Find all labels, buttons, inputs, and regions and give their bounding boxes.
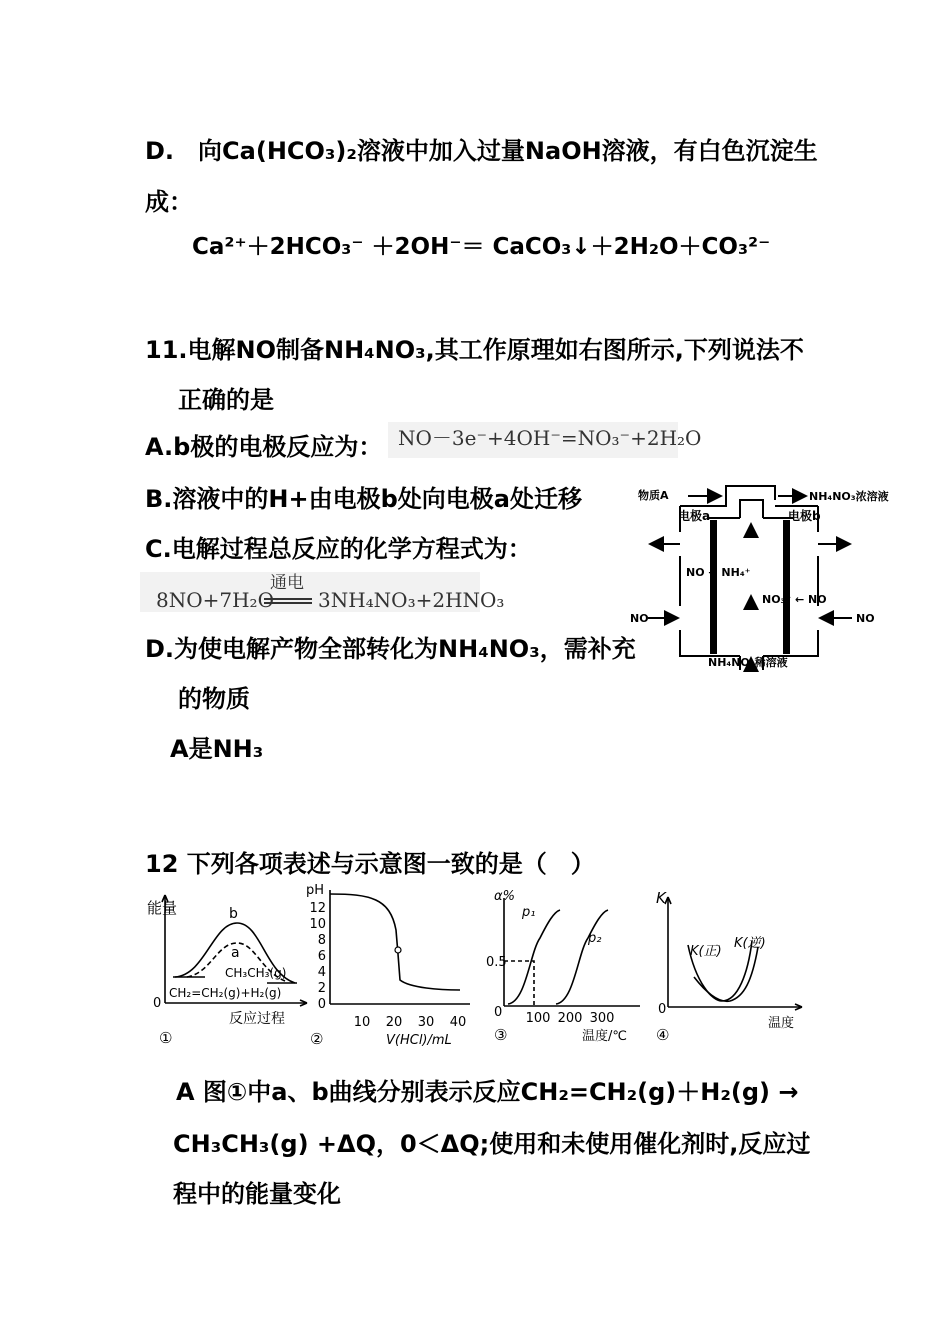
fig1-xlabel: 反应过程 bbox=[229, 1011, 285, 1027]
fig2-ytick: 8 bbox=[317, 933, 326, 948]
fig1-reactant: CH₂=CH₂(g)+H₂(g) bbox=[169, 986, 282, 1000]
fig1-ylabel: 能量 bbox=[147, 899, 178, 917]
q11-c-condition: 通电 bbox=[270, 573, 304, 593]
fig3-number: ③ bbox=[494, 1026, 508, 1044]
electrode-a bbox=[710, 520, 717, 654]
q12-option-a-line1: A 图①中a、b曲线分别表示反应CH₂=CH₂(g)＋H₂(g) → bbox=[176, 1078, 799, 1106]
fig2-ylabel: pH bbox=[306, 883, 325, 898]
electrolysis-diagram bbox=[628, 478, 888, 678]
label-electrode-a: 电极a bbox=[678, 509, 711, 523]
fig2-ytick: 0 bbox=[317, 997, 326, 1012]
fig3-origin: 0 bbox=[494, 1005, 503, 1020]
fig3-xtick: 100 bbox=[525, 1011, 551, 1026]
q11-option-d-line1: D.为使电解产物全部转化为NH₄NO₃，需补充 bbox=[145, 635, 636, 663]
fig2-ytick: 4 bbox=[317, 965, 326, 980]
fig2-ytick: 12 bbox=[309, 901, 326, 916]
figure-3-conversion bbox=[486, 882, 650, 1050]
fig4-xlabel: 温度 bbox=[768, 1016, 795, 1031]
fig1-curve-a-label: a bbox=[231, 945, 240, 961]
fig2-xtick: 10 bbox=[353, 1015, 371, 1030]
q12-option-a-line2: CH₃CH₃(g) +ΔQ，0＜ΔQ;使用和未使用催化剂时,反应过 bbox=[173, 1130, 811, 1158]
fig4-k-reverse-label: K(逆) bbox=[734, 936, 766, 951]
label-no-left: NO bbox=[630, 612, 649, 625]
fig2-ytick: 6 bbox=[317, 949, 326, 964]
q10-equation: Ca²⁺＋2HCO₃⁻ ＋2OH⁻＝ CaCO₃↓＋2H₂O＋CO₃²⁻ bbox=[192, 234, 771, 260]
fig2-xlabel: V(HCl)/mL bbox=[386, 1033, 452, 1048]
titration-curve bbox=[330, 894, 460, 990]
fig1-number: ① bbox=[159, 1029, 173, 1047]
q11-option-d-line3: A是NH₃ bbox=[170, 735, 264, 763]
fig2-number: ② bbox=[310, 1030, 324, 1048]
q11-a-formula: NO－3e⁻+4OH⁻=NO₃⁻+2H₂O bbox=[398, 426, 702, 450]
label-electrode-b: 电极b bbox=[788, 509, 821, 523]
fig3-p2-label: p₂ bbox=[588, 931, 602, 946]
q11-c-left: 8NO+7H₂O bbox=[156, 588, 274, 612]
fig1-origin: 0 bbox=[153, 996, 162, 1011]
fig2-ytick: 10 bbox=[309, 917, 326, 932]
label-out-conc: NH₄NO₃浓溶液 bbox=[809, 490, 889, 503]
q11-c-arrow-line2 bbox=[264, 602, 312, 604]
fig3-xtick: 300 bbox=[589, 1011, 615, 1026]
fig3-ylabel: α% bbox=[494, 889, 515, 904]
fig2-xtick: 20 bbox=[385, 1015, 403, 1030]
fig3-y-mark: 0.5 bbox=[486, 955, 507, 970]
q11-option-d-line2: 的物质 bbox=[178, 685, 250, 713]
q10-option-d-line1: D. 向Ca(HCO₃)₂溶液中加入过量NaOH溶液，有白色沉淀生 bbox=[145, 137, 818, 165]
q11-option-b: B.溶液中的H+由电极b处向电极a处迁移 bbox=[145, 485, 582, 513]
label-substance-a: 物质A bbox=[638, 489, 669, 502]
equivalence-point bbox=[395, 947, 401, 953]
fig3-p1-label: p₁ bbox=[522, 905, 536, 920]
fig4-origin: 0 bbox=[658, 1002, 667, 1017]
q11-c-right: 3NH₄NO₃+2HNO₃ bbox=[318, 588, 505, 612]
fig4-number: ④ bbox=[656, 1026, 670, 1044]
fig2-ytick: 2 bbox=[317, 981, 326, 996]
q11-option-c-label: C.电解过程总反应的化学方程式为： bbox=[145, 535, 532, 563]
curve-p2 bbox=[556, 910, 608, 1004]
fig2-xtick: 30 bbox=[417, 1015, 435, 1030]
q12-option-a-line3: 程中的能量变化 bbox=[173, 1180, 341, 1208]
fig3-xtick: 200 bbox=[557, 1011, 583, 1026]
fig3-xlabel: 温度/℃ bbox=[582, 1029, 627, 1044]
q12-stem: 12 下列各项表述与示意图一致的是（ ） bbox=[145, 850, 595, 878]
fig4-k-forward-label: K(正) bbox=[690, 944, 722, 959]
q11-stem-line1: 11.电解NO制备NH₄NO₃,其工作原理如右图所示,下列说法不 bbox=[145, 336, 804, 364]
q11-c-arrow-line1 bbox=[264, 598, 312, 600]
figure-1-energy bbox=[145, 885, 315, 1050]
electrode-b bbox=[783, 520, 790, 654]
figure-2-ph bbox=[300, 880, 480, 1050]
q11-option-a-label: A.b极的电极反应为： bbox=[145, 433, 383, 461]
fig4-ylabel: K bbox=[656, 889, 666, 907]
label-in-dilute: NH₄NO₃稀溶液 bbox=[708, 656, 788, 669]
q10-option-d-line2: 成： bbox=[145, 188, 193, 216]
figure-4-equilibrium-constant bbox=[652, 885, 812, 1050]
fig1-product: CH₃CH₃(g) bbox=[225, 966, 287, 980]
label-no-right: NO bbox=[856, 612, 875, 625]
q11-stem-line2: 正确的是 bbox=[178, 386, 274, 414]
label-right-reaction: NO₃⁻ ← NO bbox=[762, 593, 827, 606]
label-left-reaction: NO → NH₄⁺ bbox=[686, 566, 751, 579]
fig2-xtick: 40 bbox=[449, 1015, 467, 1030]
fig1-curve-b-label: b bbox=[229, 906, 238, 922]
